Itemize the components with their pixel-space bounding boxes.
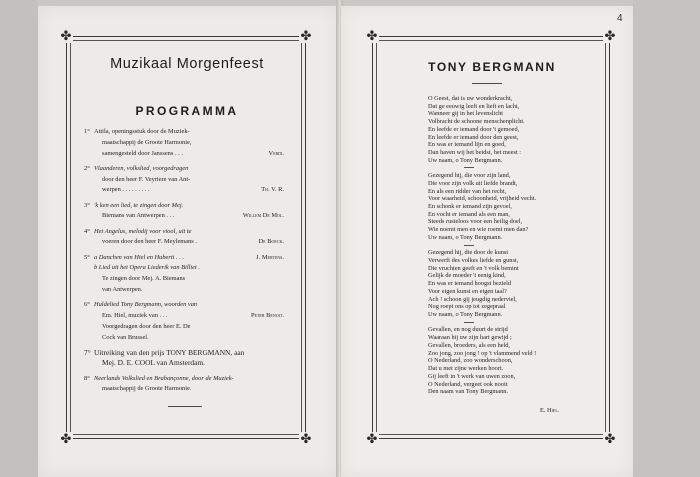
program-composer: J. Mertens. <box>256 253 284 261</box>
program-line-text: Biemans van Antwerpen . . . <box>102 212 175 220</box>
program-item <box>84 300 284 343</box>
program-line-text: a Danchen van Hiel en Huberti . . . <box>94 253 184 261</box>
program-line-text: Cock van Brussel. <box>102 333 149 341</box>
program-item-number: 8° <box>84 374 90 382</box>
poem-line: En als een ridder van het recht, <box>428 187 507 195</box>
page-number: 4 <box>617 13 623 24</box>
background-right <box>633 0 700 477</box>
program-line-text: door den heer F. Veyriere van Ant- <box>102 175 191 183</box>
divider <box>168 406 202 407</box>
poem-line: Dat ge eeuwig leeft en lieft en lacht, <box>428 102 520 110</box>
stanza-divider <box>428 319 598 327</box>
stanza-divider <box>428 164 598 172</box>
poem-line: Gezegend hij, die door de kunst <box>428 249 509 257</box>
poem-line: Uw naam, o Tony Bergmann. <box>428 311 503 319</box>
poem-line: En leefde er iemand door 't gemoed, <box>428 125 520 133</box>
program-item-number: 4° <box>84 227 90 235</box>
poem-line: Ach ! schoon gij jeugdig nederviel, <box>428 295 517 303</box>
program-item <box>84 253 284 296</box>
poem-line: Voor eigen kunst en eigen taal? <box>428 287 507 295</box>
poem-line: Wanneer gij in het levenslicht <box>428 110 504 118</box>
poem-author: E. Hiel. <box>540 407 560 414</box>
program-line <box>94 164 284 175</box>
divider <box>472 83 502 84</box>
program-line-text: Attila, openingsstuk door de Muziek- <box>94 128 190 135</box>
program-item-number: 5° <box>84 253 90 261</box>
program-composer: De Boeck. <box>258 238 284 246</box>
poem-line: Gevallen, broeders, als een held, <box>428 341 511 349</box>
program-line <box>94 138 284 149</box>
program-line-text: Te zingen door Mej. A. Biemans <box>102 275 186 283</box>
poem-line: Verwerft des volkes liefde en gunst, <box>428 257 519 265</box>
poem-line: O Nederland, vergeet ook nooit <box>428 380 508 388</box>
program-line <box>94 322 284 333</box>
poem-line: Den naam van Tony Bergmann. <box>428 388 508 396</box>
corner-ornament-icon: ✤ <box>60 431 72 446</box>
poem-line: En vocht er iemand als een man, <box>428 210 511 218</box>
program-line-text: samengesteld door Janssens . . . <box>102 149 183 157</box>
poem-line: Steeds rusteloos voor een heilig doel, <box>428 218 523 226</box>
program-composer: Peter Benoit. <box>250 311 284 319</box>
poem-line: En was er iemand lijn en goed, <box>428 141 506 149</box>
program-item <box>84 127 284 159</box>
program-line-text: Mej. D. E. COOL van Amsterdam. <box>102 358 205 368</box>
poem-line: Waaraan hij uw zijn hart gewijd ; <box>428 334 512 342</box>
program-line-text: maatschappij de Groote Harmonie. <box>102 385 192 393</box>
program-line <box>94 274 284 285</box>
program-line-text: Em. Hiel, muziek van . . . <box>102 311 168 319</box>
program-line <box>94 227 284 238</box>
background-left <box>0 0 38 477</box>
program-heading: PROGRAMMA <box>135 104 239 118</box>
program-line <box>94 211 284 222</box>
poem-line: Volbracht de schoone menschenplicht. <box>428 118 525 126</box>
poem-line: Uw naam, o Tony Bergmann. <box>428 156 503 164</box>
poem-line: En leefde er iemand door den geest, <box>428 133 519 141</box>
program-line <box>94 358 284 369</box>
program-line-text: voeren door den heer F. Meylemans . <box>102 238 197 246</box>
program-line <box>94 237 284 248</box>
program-line <box>94 175 284 186</box>
stanza-divider <box>428 242 598 250</box>
program-line-text: b Lied uit het Opera Liederik van Billiet . <box>94 264 200 272</box>
program-line <box>94 384 284 395</box>
poem-line: Die voor zijn volk uit liefde brandt, <box>428 179 518 187</box>
poem-line: O Geest, dat is uw wonderkracht, <box>428 95 513 102</box>
program-line <box>94 311 284 322</box>
program-item <box>84 348 284 370</box>
corner-ornament-icon: ✤ <box>60 28 72 43</box>
corner-ornament-icon: ✤ <box>300 28 312 43</box>
corner-ornament-icon: ✤ <box>300 431 312 446</box>
program-line <box>94 127 284 138</box>
program-line <box>94 149 284 160</box>
poem-line: Zoo jong, zoo jong ! op 't vlammend veld ! <box>428 349 537 357</box>
poem-line: Wie noemt men en wie roemt men dan? <box>428 226 529 234</box>
poem-line: Nog roept ons op tot zegepraal <box>428 303 506 311</box>
poem-line: En was er iemand hoogst bezield <box>428 280 512 288</box>
program-line-text: Vlaanderen, volkslied, voorgedragen <box>94 164 189 172</box>
program-line-text: Neerlands Volkslied en Brabançonne, door de Muziek- <box>94 374 234 382</box>
program-line <box>94 300 284 311</box>
program-line-text: 'k ken een lied, te zingen door Mej. <box>94 201 184 209</box>
program-line <box>94 333 284 344</box>
poem-line: Uw naam, o Tony Bergmann. <box>428 233 503 241</box>
program-line-text: werpen . . . . . . . . . <box>102 186 150 194</box>
poem-line: Gelijk de moeder 't eenig kind, <box>428 272 506 280</box>
program-item-number: 6° <box>84 301 90 309</box>
poem-line: Dat u met zijne werken hoort. <box>428 365 504 373</box>
poem <box>428 95 598 396</box>
program-item <box>84 201 284 223</box>
poem-line: Gezegend hij, die voor zijn land, <box>428 172 511 180</box>
program-item <box>84 227 284 249</box>
program-title: Muzikaal Morgenfeest <box>110 56 264 72</box>
program-line-text: Uitreiking van den prijs TONY BERGMANN, aan <box>94 347 245 357</box>
program-line-text: Het Angelus, melodij voor viool, uit te <box>94 227 192 235</box>
program-line <box>94 201 284 212</box>
program-item-number: 2° <box>84 164 90 172</box>
poem-line: Voor waarheid, schoonheid, vrijheid vecht. <box>428 195 537 203</box>
corner-ornament-icon: ✤ <box>604 28 616 43</box>
program-composer: Verdi. <box>268 149 284 157</box>
program-line <box>94 253 284 264</box>
program-line-text: van Antwerpen. <box>102 285 143 293</box>
corner-ornament-icon: ✤ <box>366 28 378 43</box>
program-item <box>84 374 284 396</box>
program-line-text: maatschappij de Groote Harmonie, <box>102 138 192 146</box>
program-line <box>94 348 284 359</box>
program-composer: Willem De Mol. <box>242 212 284 220</box>
program-line <box>94 285 284 296</box>
program-item <box>84 164 284 196</box>
program-line-text: Voorgedragen door den heer E. De <box>102 322 191 330</box>
poem-title: TONY BERGMANN <box>428 60 556 74</box>
program-line <box>94 263 284 274</box>
poem-line: Gij leeft in 't werk van uwen zoon, <box>428 372 516 380</box>
program-item-number: 3° <box>84 201 90 209</box>
poem-line: Die vruchten geeft en 't volk bemint <box>428 264 519 272</box>
program-item-number: 7° <box>84 347 91 357</box>
poem-line: En schonk er iemand zijn gevoel, <box>428 203 512 211</box>
program-line <box>94 185 284 196</box>
program-item-number: 1° <box>84 128 90 135</box>
poem-line: O Nederland, zoo wonderschoon, <box>428 357 513 365</box>
program-line-text: Huldelied Tony Bergmann, woorden van <box>94 301 198 309</box>
program-list <box>84 127 284 400</box>
program-line <box>94 374 284 385</box>
corner-ornament-icon: ✤ <box>604 431 616 446</box>
program-composer: Th. V. R. <box>261 186 284 194</box>
corner-ornament-icon: ✤ <box>366 431 378 446</box>
poem-line: Gevallen, en nog duurt de strijd <box>428 326 508 334</box>
poem-line: Dan haven wij het beidst, het meest : <box>428 149 522 157</box>
